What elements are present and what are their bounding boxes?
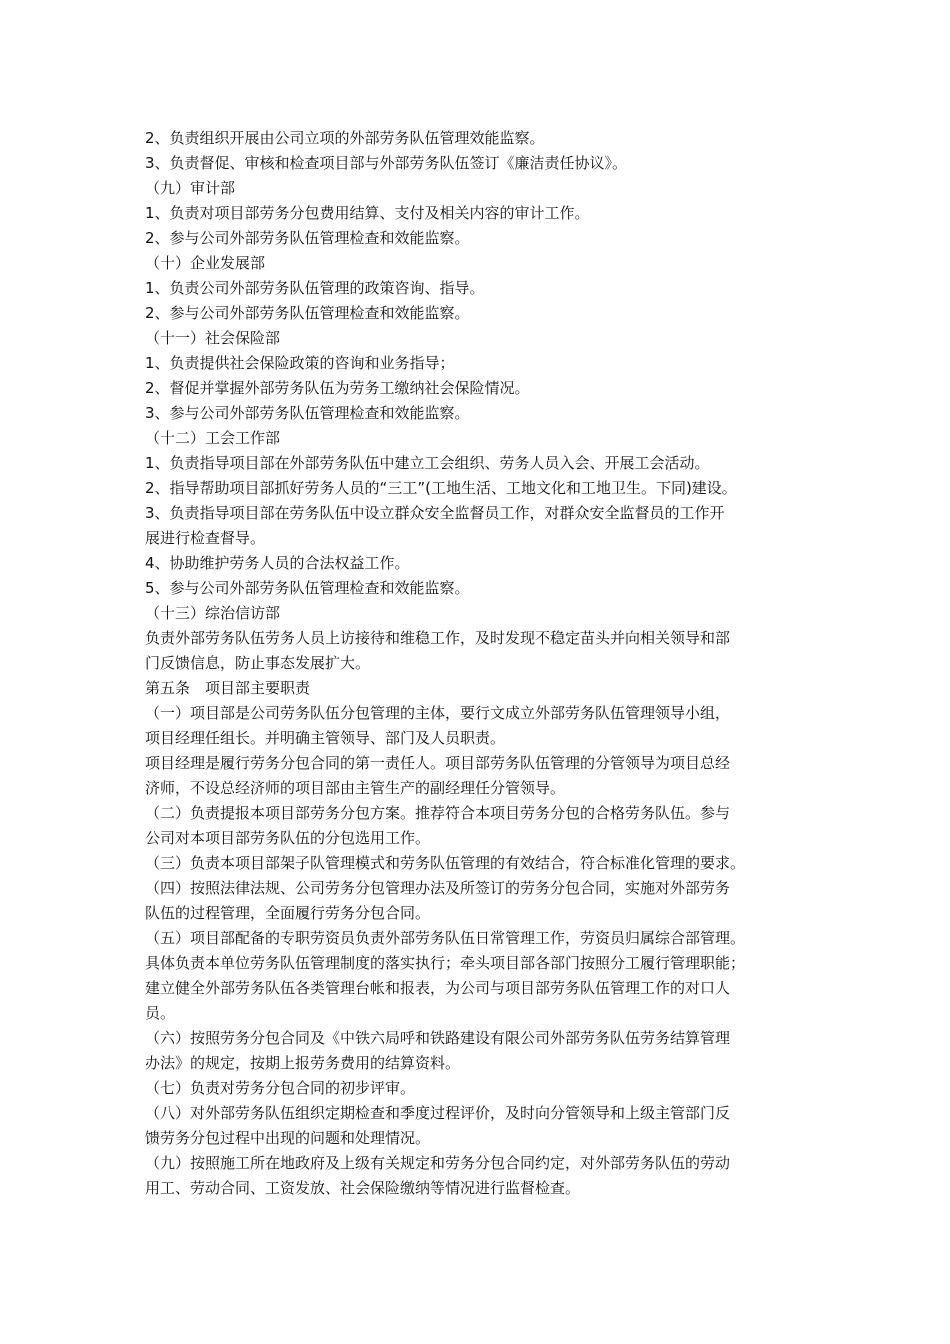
text-line: 1、负责对项目部劳务分包费用结算、支付及相关内容的审计工作。 bbox=[145, 204, 590, 222]
article-heading: 第五条 项目部主要职责 bbox=[145, 679, 311, 697]
text-line: （七）负责对劳务分包合同的初步评审。 bbox=[145, 1079, 416, 1097]
text-line: 馈劳务分包过程中出现的问题和处理情况。 bbox=[145, 1129, 431, 1147]
text-line: 2、负责组织开展由公司立项的外部劳务队伍管理效能监察。 bbox=[145, 129, 545, 147]
section-heading: （十三）综治信访部 bbox=[145, 604, 281, 622]
text-line: 3、参与公司外部劳务队伍管理检查和效能监察。 bbox=[145, 404, 470, 422]
text-line: （二）负责提报本项目部劳务分包方案。推荐符合本项目劳务分包的合格劳务队伍。参与 bbox=[145, 804, 731, 822]
text-line: 具体负责本单位劳务队伍管理制度的落实执行；牵头项目部各部门按照分工履行管理职能； bbox=[145, 954, 746, 972]
text-line: 1、负责公司外部劳务队伍管理的政策咨询、指导。 bbox=[145, 279, 485, 297]
text-line: （六）按照劳务分包合同及《中铁六局呼和铁路建设有限公司外部劳务队伍劳务结算管理 bbox=[145, 1029, 731, 1047]
text-line: 2、参与公司外部劳务队伍管理检查和效能监察。 bbox=[145, 304, 470, 322]
section-heading: （十一）社会保险部 bbox=[145, 329, 281, 347]
text-line: 1、负责指导项目部在外部劳务队伍中建立工会组织、劳务人员入会、开展工会活动。 bbox=[145, 454, 710, 472]
section-heading: （九）审计部 bbox=[145, 179, 236, 197]
text-line: （八）对外部劳务队伍组织定期检查和季度过程评价，及时向分管领导和上级主管部门反 bbox=[145, 1104, 731, 1122]
text-line: （一）项目部是公司劳务队伍分包管理的主体，要行文成立外部劳务队伍管理领导小组， bbox=[145, 704, 731, 722]
section-heading: （十二）工会工作部 bbox=[145, 429, 281, 447]
text-line: 员。 bbox=[145, 1004, 176, 1022]
text-line: 展进行检查督导。 bbox=[145, 529, 266, 547]
text-line: 项目经理任组长。并明确主管领导、部门及人员职责。 bbox=[145, 729, 506, 747]
text-line: （四）按照法律法规、公司劳务分包管理办法及所签订的劳务分包合同，实施对外部劳务 bbox=[145, 879, 731, 897]
text-line: 建立健全外部劳务队伍各类管理台帐和报表，为公司与项目部劳务队伍管理工作的对口人 bbox=[145, 979, 731, 997]
document-page bbox=[145, 126, 817, 1201]
text-line: 队伍的过程管理，全面履行劳务分包合同。 bbox=[145, 904, 431, 922]
text-line: （九）按照施工所在地政府及上级有关规定和劳务分包合同约定，对外部劳务队伍的劳动 bbox=[145, 1154, 731, 1172]
text-line: 济师，不设总经济师的项目部由主管生产的副经理任分管领导。 bbox=[145, 779, 566, 797]
text-line: 2、督促并掌握外部劳务队伍为劳务工缴纳社会保险情况。 bbox=[145, 379, 530, 397]
text-line: 门反馈信息，防止事态发展扩大。 bbox=[145, 654, 371, 672]
text-line: 办法》的规定，按期上报劳务费用的结算资料。 bbox=[145, 1054, 461, 1072]
text-line: 5、参与公司外部劳务队伍管理检查和效能监察。 bbox=[145, 579, 470, 597]
text-line: 3、负责指导项目部在劳务队伍中设立群众安全监督员工作，对群众安全监督员的工作开 bbox=[145, 504, 725, 522]
text-line: （三）负责本项目部架子队管理模式和劳务队伍管理的有效结合，符合标准化管理的要求。 bbox=[145, 854, 746, 872]
text-line: 负责外部劳务队伍劳务人员上访接待和维稳工作，及时发现不稳定苗头并向相关领导和部 bbox=[145, 629, 731, 647]
text-line: 2、指导帮助项目部抓好劳务人员的“三工”(工地生活、工地文化和工地卫生。下同)建设。 bbox=[145, 479, 737, 497]
text-line: 1、负责提供社会保险政策的咨询和业务指导； bbox=[145, 354, 455, 372]
text-line: 公司对本项目部劳务队伍的分包选用工作。 bbox=[145, 829, 431, 847]
text-line: 4、协助维护劳务人员的合法权益工作。 bbox=[145, 554, 410, 572]
text-line: 用工、劳动合同、工资发放、社会保险缴纳等情况进行监督检查。 bbox=[145, 1179, 581, 1197]
text-line: 2、参与公司外部劳务队伍管理检查和效能监察。 bbox=[145, 229, 470, 247]
text-line: （五）项目部配备的专职劳资员负责外部劳务队伍日常管理工作，劳资员归属综合部管理。 bbox=[145, 929, 746, 947]
text-line: 项目经理是履行劳务分包合同的第一责任人。项目部劳务队伍管理的分管领导为项目总经 bbox=[145, 754, 731, 772]
text-line: 3、负责督促、审核和检查项目部与外部劳务队伍签订《廉洁责任协议》。 bbox=[145, 154, 628, 172]
section-heading: （十）企业发展部 bbox=[145, 254, 266, 272]
